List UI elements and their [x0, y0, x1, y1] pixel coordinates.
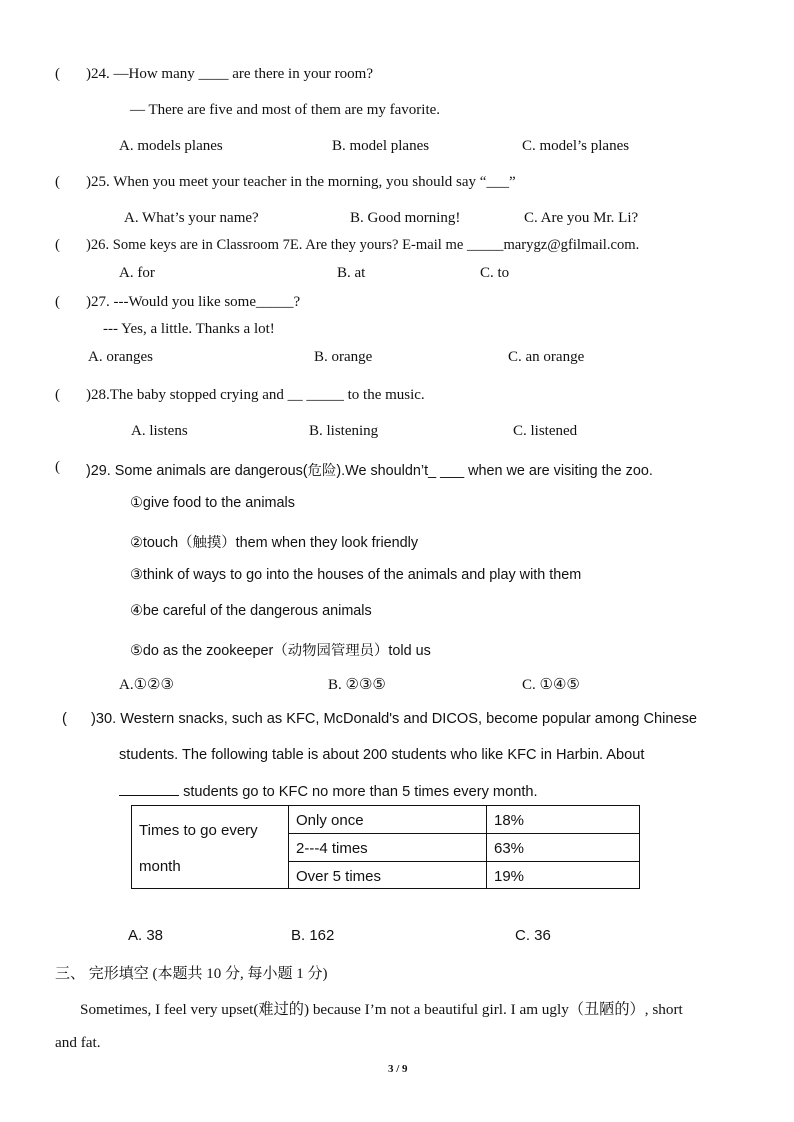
q24-stem: )24. —How many ____ are there in your room?: [86, 66, 374, 82]
q30-stem-line2: students. The following table is about 200 students who like KFC in Harbin. About: [119, 747, 645, 763]
q27-option-b: B. orange: [314, 349, 373, 365]
q27-option-a: A. oranges: [88, 349, 153, 365]
q30-stem-line1: )30. Western snacks, such as KFC, McDonald's and DICOS, become popular among Chinese: [91, 711, 698, 727]
q28-option-c: C. listened: [513, 423, 578, 439]
q27-stem: )27. ---Would you like some_____?: [86, 294, 301, 310]
q25-paren: (: [55, 174, 60, 190]
q28-stem: )28.The baby stopped crying and __ _____ to the music.: [86, 387, 425, 403]
q25-option-c: C. Are you Mr. Li?: [524, 210, 639, 226]
q29-item-2: ②touch（触摸）them when they look friendly: [130, 535, 419, 551]
q30-option-b: B. 162: [291, 927, 335, 944]
q28-option-a: A. listens: [131, 423, 188, 439]
q24-paren: (: [55, 66, 60, 82]
q29-stem: )29. Some animals are dangerous(危险).We shouldn’t_ ___ when we are visiting the zoo.: [86, 463, 653, 479]
row-header-line1: Times to go every: [139, 822, 258, 839]
table-divider: [288, 833, 640, 834]
q29-option-b: B. ②③⑤: [328, 677, 386, 693]
table-row-label: 2---4 times: [296, 840, 368, 857]
q24-option-a: A. models planes: [119, 138, 223, 154]
q25-stem: )25. When you meet your teacher in the morning, you should say “___”: [86, 174, 516, 190]
q24-option-b: B. model planes: [332, 138, 430, 154]
q24-reply: — There are five and most of them are my favorite.: [130, 102, 441, 118]
table-divider: [288, 806, 289, 888]
q29-option-a: A.①②③: [119, 677, 174, 693]
table-row-value: 18%: [494, 812, 525, 829]
q28-option-b: B. listening: [309, 423, 379, 439]
q27-paren: (: [55, 294, 60, 310]
answer-blank: [119, 783, 179, 796]
table-row-value: 19%: [494, 868, 525, 885]
q30-stem-line3: [119, 783, 538, 800]
q29-item-1: ①give food to the animals: [130, 495, 295, 511]
q26-stem: )26. Some keys are in Classroom 7E. Are they yours? E-mail me _____marygz@gfilmail.com.: [86, 237, 640, 253]
table-row-value: 63%: [494, 840, 525, 857]
q29-item-3: ③think of ways to go into the houses of the animals and play with them: [130, 567, 582, 583]
q30-paren: (: [62, 711, 67, 727]
table-divider: [486, 806, 487, 888]
q26-option-a: A. for: [119, 265, 155, 281]
q27-reply: --- Yes, a little. Thanks a lot!: [103, 321, 275, 337]
kfc-frequency-table: [131, 805, 640, 889]
q29-paren: (: [55, 459, 60, 475]
table-row-label: Over 5 times: [296, 868, 382, 885]
q26-option-c: C. to: [480, 265, 510, 281]
q24-option-c: C. model’s planes: [522, 138, 630, 154]
q29-item-5: ⑤do as the zookeeper（动物园管理员）told us: [130, 643, 431, 659]
q28-paren: (: [55, 387, 60, 403]
q25-option-a: A. What’s your name?: [124, 210, 259, 226]
q30-stem-line3-text: students go to KFC no more than 5 times every month.: [183, 784, 538, 800]
q30-option-a: A. 38: [128, 927, 164, 944]
table-row-label: Only once: [296, 812, 364, 829]
passage-line2: and fat.: [55, 1034, 101, 1051]
q27-option-c: C. an orange: [508, 349, 585, 365]
passage-line1: Sometimes, I feel very upset(难过的) because I’m not a beautiful girl. I am ugly（丑陋的）, short: [80, 1001, 683, 1018]
q29-item-4: ④be careful of the dangerous animals: [130, 603, 372, 619]
q29-option-c: C. ①④⑤: [522, 677, 580, 693]
q30-option-c: C. 36: [515, 927, 551, 944]
page-number: 3 / 9: [388, 1063, 408, 1075]
q26-option-b: B. at: [337, 265, 366, 281]
q25-option-b: B. Good morning!: [350, 210, 461, 226]
section-heading: 三、 完形填空 (本题共 10 分, 每小题 1 分): [55, 966, 328, 982]
row-header-line2: month: [139, 858, 181, 875]
q26-paren: (: [55, 237, 60, 253]
table-divider: [288, 861, 640, 862]
